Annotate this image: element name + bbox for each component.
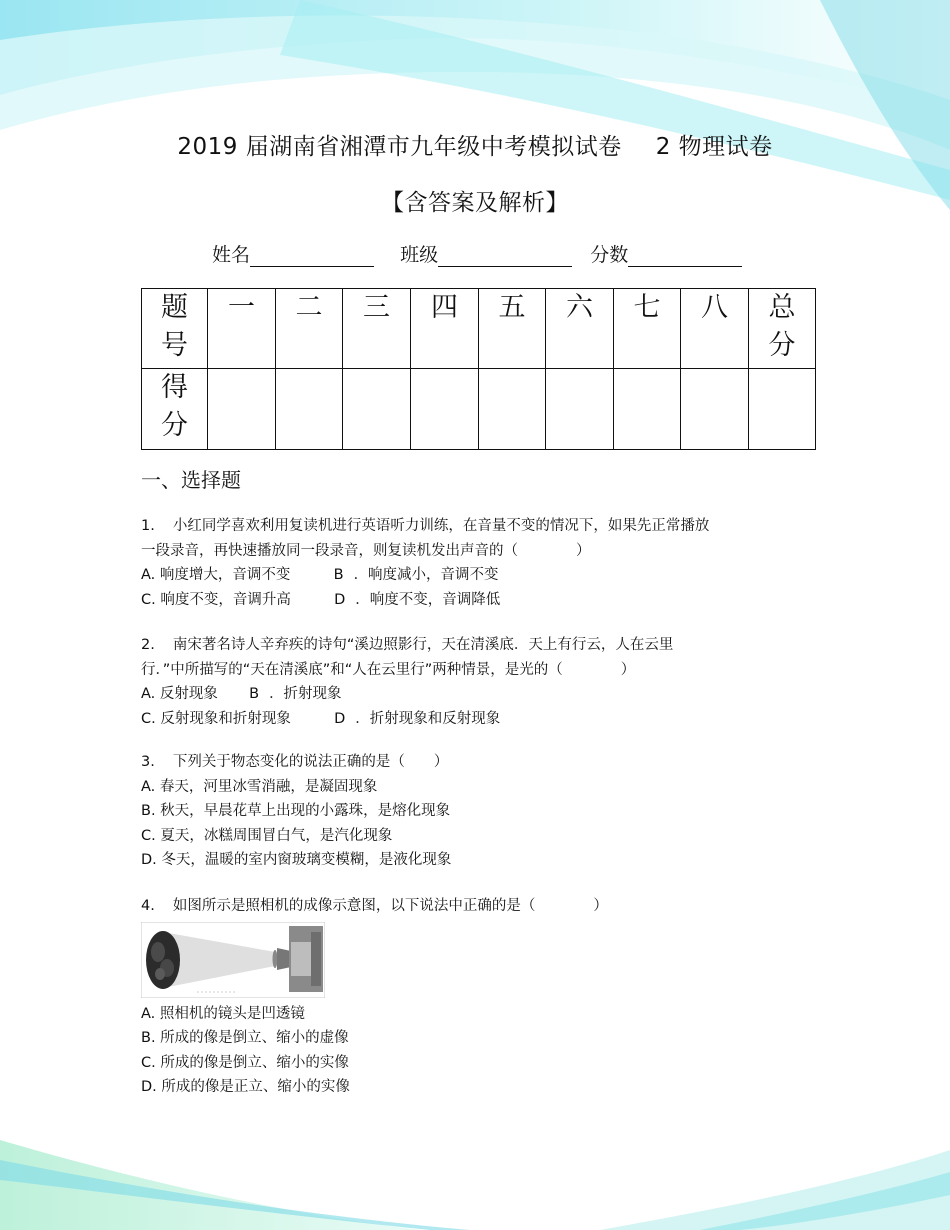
option-c[interactable]: C. 夏天，冰糕周围冒白气，是汽化现象 [141, 827, 393, 844]
option-d[interactable]: D. 所成的像是正立、缩小的实像 [141, 1079, 350, 1095]
option-a[interactable]: A. 春天，河里冰雪消融，是凝固现象 [141, 778, 378, 795]
score-table-header-row [142, 289, 816, 369]
option-c[interactable]: C. 响度不变，音调升高 [141, 591, 291, 608]
section-heading: 一、选择题 [141, 468, 241, 492]
column-header: 五 [479, 289, 546, 369]
option-b[interactable]: B. 所成的像是倒立、缩小的虚像 [141, 1030, 349, 1046]
column-header: 三 [343, 289, 411, 369]
column-header: 八 [681, 289, 749, 369]
option-b[interactable]: B ．折射现象 [249, 686, 342, 702]
exam-subtitle: 【含答案及解析】 [381, 190, 569, 216]
score-cell[interactable] [681, 369, 749, 450]
score-table [141, 288, 816, 450]
question-2 [141, 633, 821, 731]
option-b[interactable]: B. 秋天，早晨花草上出现的小露珠，是熔化现象 [141, 803, 451, 819]
score-cell[interactable] [208, 369, 276, 450]
option-row [141, 588, 821, 613]
column-header: 一 [208, 289, 276, 369]
score-cell[interactable] [411, 369, 479, 450]
header-label-cell: 题 号 [142, 289, 208, 369]
column-header: 二 [276, 289, 343, 369]
column-header: 四 [411, 289, 479, 369]
score-label-cell: 得 分 [142, 369, 208, 450]
question-stem: 4. 如图所示是照相机的成像示意图，以下说法中正确的是（ ） [141, 898, 608, 914]
score-cell[interactable] [749, 369, 816, 450]
option-c[interactable]: C. 反射现象和折射现象 [141, 710, 291, 727]
score-blank[interactable] [628, 246, 742, 267]
class-label: 班级 [400, 244, 439, 266]
total-header-cell: 总 分 [749, 289, 816, 369]
question-stem-cont: 一段录音，再快速播放同一段录音，则复读机发出声音的（ ） [141, 542, 591, 559]
score-cell[interactable] [276, 369, 343, 450]
tree-icon [146, 931, 180, 989]
option-a[interactable]: A. 响度增大，音调不变 [141, 567, 291, 583]
name-label: 姓名 [212, 244, 251, 266]
option-row [141, 707, 821, 732]
option-d[interactable]: D. 冬天，温暖的室内窗玻璃变模糊，是液化现象 [141, 852, 452, 868]
exam-title-main: 2019 届湖南省湘潭市九年级中考模拟试卷 [177, 134, 622, 160]
question-stem: 2. 南宋著名诗人辛弃疾的诗句“溪边照影行，天在清溪底．天上有行云，人在云里 [141, 637, 674, 653]
question-stem: 1. 小红同学喜欢利用复读机进行英语听力训练，在音量不变的情况下，如果先正常播放 [141, 518, 710, 534]
score-label: 分数 [590, 244, 629, 266]
option-d[interactable]: D ．响度不变，音调降低 [334, 591, 501, 608]
exam-title-subject: 2 物理试卷 [655, 134, 773, 160]
name-blank[interactable] [250, 246, 374, 267]
option-a[interactable]: A. 反射现象 [141, 686, 218, 702]
student-info-line [212, 240, 742, 267]
exam-title [0, 128, 950, 161]
question-stem: 3. 下列关于物态变化的说法正确的是（ ） [141, 754, 449, 770]
score-cell[interactable] [614, 369, 681, 450]
question-4 [141, 894, 821, 1100]
score-cell[interactable] [546, 369, 614, 450]
class-blank[interactable] [438, 246, 572, 267]
camera-imaging-figure [141, 922, 325, 998]
score-cell[interactable] [479, 369, 546, 450]
option-a[interactable]: A. 照相机的镜头是凹透镜 [141, 1005, 305, 1022]
column-header: 六 [546, 289, 614, 369]
option-row [141, 682, 821, 707]
question-stem-cont: 行．”中所描写的“天在清溪底”和“人在云里行”两种情景，是光的（ ） [141, 661, 636, 678]
score-table-score-row [142, 369, 816, 450]
question-1 [141, 514, 821, 612]
option-d[interactable]: D ．折射现象和反射现象 [334, 710, 501, 727]
option-row [141, 563, 821, 588]
option-b[interactable]: B ．响度减小，音调不变 [333, 567, 499, 583]
score-cell[interactable] [343, 369, 411, 450]
column-header: 七 [614, 289, 681, 369]
question-3 [141, 750, 821, 873]
option-c[interactable]: C. 所成的像是倒立、缩小的实像 [141, 1054, 349, 1071]
